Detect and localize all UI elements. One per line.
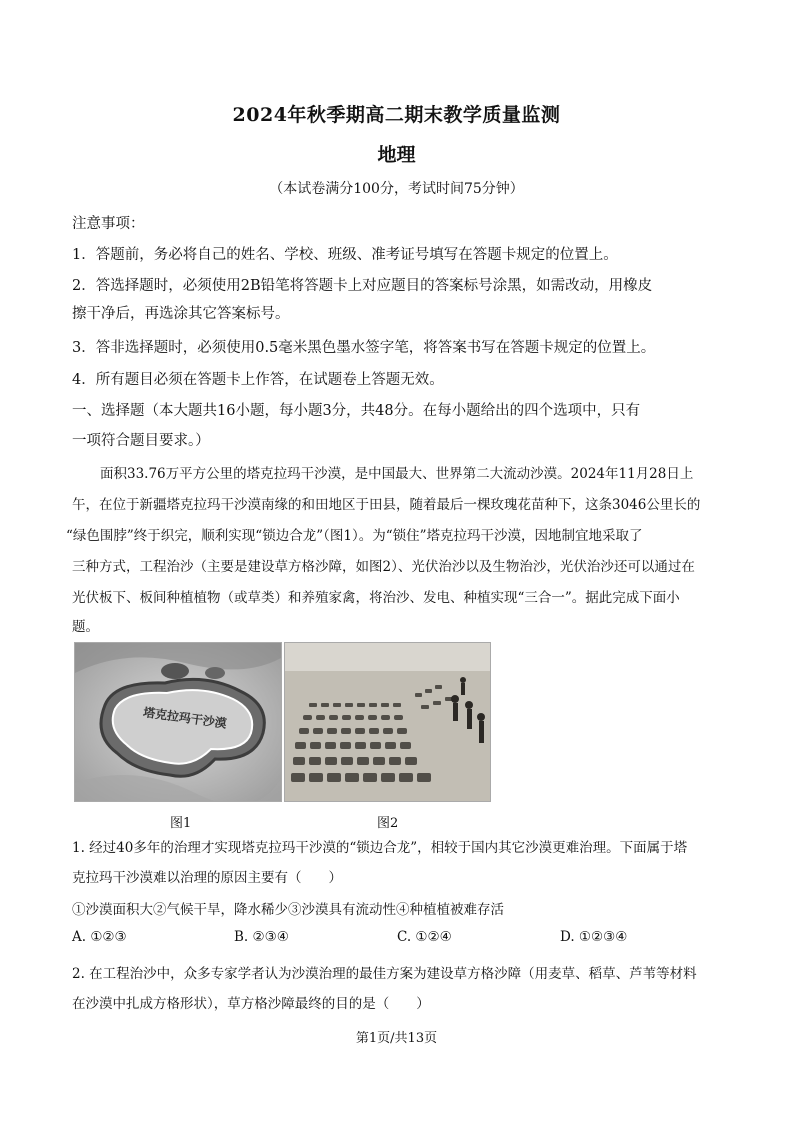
section-heading: 一、选择题（本大题共16小题，每小题3分，共48分。在每小题给出的四个选项中，只有 bbox=[72, 403, 641, 419]
question-2-stem: 2. 在工程治沙中，众多专家学者认为沙漠治理的最佳方案为建设草方格沙障（用麦草、稻草、芦苇等材料 bbox=[72, 966, 697, 982]
question-1-option-a: A. ①②③ bbox=[72, 929, 127, 945]
page-number: 第1页/共13页 bbox=[355, 1031, 438, 1046]
figure-1-label: 塔克拉玛干沙漠 bbox=[142, 705, 228, 731]
passage-line: 光伏板下、板间种植植物（或草类）和养殖家禽，将治沙、发电、种植实现“三合一”。据此完成下面小 bbox=[72, 590, 680, 606]
passage-line: 三种方式，工程治沙（主要是建设草方格沙障，如图2）、光伏治沙以及生物治沙，光伏治沙还可以通过在 bbox=[72, 559, 695, 575]
figure-1-caption: 图1 bbox=[170, 816, 192, 831]
figure-1-image bbox=[74, 642, 282, 802]
question-1-stem: 1. 经过40多年的治理才实现塔克拉玛干沙漠的“锁边合龙”，相较于国内其它沙漠更难治理。下面属于塔 bbox=[72, 840, 688, 856]
question-2-stem-cont: 在沙漠中扎成方格形状），草方格沙障最终的目的是（ ） bbox=[72, 996, 430, 1012]
exam-title: 2024年秋季期高二期末教学质量监测 bbox=[232, 104, 561, 126]
passage-line: “绿色围脖”终于织完，顺利实现“锁边合龙”（图1）。为“锁住”塔克拉玛干沙漠，因地制宜地采取了 bbox=[66, 528, 643, 544]
section-heading-cont: 一项符合题目要求。） bbox=[72, 433, 210, 449]
note-item: 3．答非选择题时，必须使用0.5毫米黑色墨水签字笔，将答案书写在答题卡规定的位置上。 bbox=[72, 340, 656, 356]
question-1-option-d: D. ①②③④ bbox=[560, 929, 628, 945]
passage-line: 题。 bbox=[72, 619, 99, 635]
straw-checkerboard-photo bbox=[285, 643, 490, 801]
question-1-statements: ①沙漠面积大②气候干旱，降水稀少③沙漠具有流动性④种植植被难存活 bbox=[72, 902, 504, 918]
note-item: 擦干净后，再选涂其它答案标号。 bbox=[72, 306, 290, 322]
figure-2-caption: 图2 bbox=[377, 816, 399, 831]
notes-heading: 注意事项： bbox=[72, 216, 145, 232]
exam-info: （本试卷满分100分，考试时间75分钟） bbox=[269, 181, 524, 197]
passage-line: 面积33.76万平方公里的塔克拉玛干沙漠，是中国最大、世界第二大流动沙漠。2024年11月28日上 bbox=[100, 466, 694, 482]
question-1-option-b: B. ②③④ bbox=[234, 929, 289, 945]
subject-title: 地理 bbox=[377, 144, 416, 166]
passage-line: 午，在位于新疆塔克拉玛干沙漠南缘的和田地区于田县，随着最后一棵玫瑰花苗种下，这条3046公里长的 bbox=[72, 497, 701, 513]
figure-2-image bbox=[284, 642, 491, 802]
note-item: 2．答选择题时，必须使用2B铅笔将答题卡上对应题目的答案标号涂黑，如需改动，用橡皮 bbox=[72, 278, 653, 294]
question-1-option-c: C. ①②④ bbox=[397, 929, 452, 945]
note-item: 4．所有题目必须在答题卡上作答，在试题卷上答题无效。 bbox=[72, 372, 444, 388]
question-1-stem-cont: 克拉玛干沙漠难以治理的原因主要有（ ） bbox=[72, 870, 342, 886]
note-item: 1．答题前，务必将自己的姓名、学校、班级、准考证号填写在答题卡规定的位置上。 bbox=[72, 247, 618, 263]
